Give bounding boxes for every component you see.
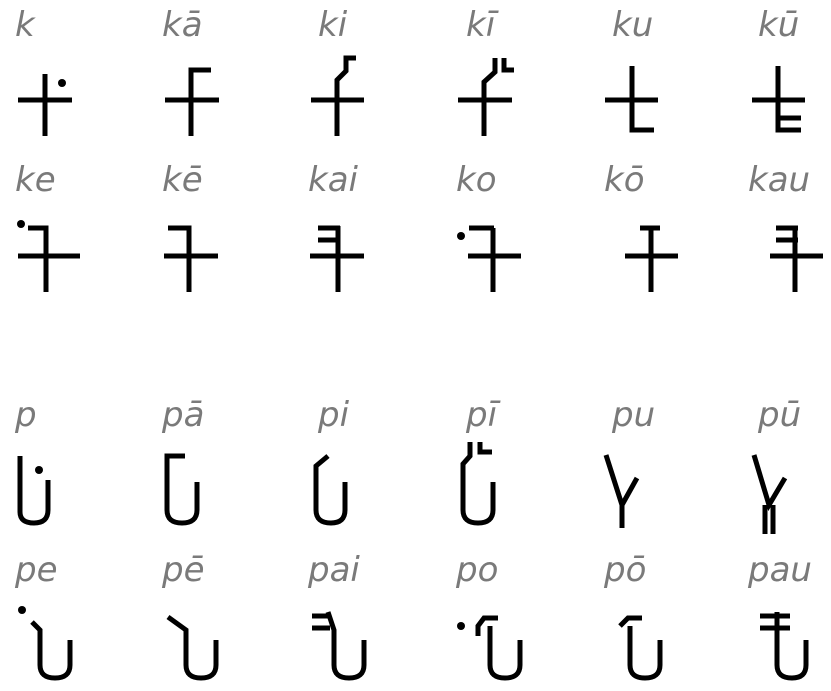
glyph-pa-long <box>167 456 197 523</box>
label-ke-long: kē <box>162 160 203 200</box>
label-pi: pi <box>318 395 350 435</box>
glyph-ku-long <box>752 66 805 130</box>
glyph-kai <box>310 226 364 292</box>
label-pu: pu <box>612 395 656 435</box>
label-pi-long: pī <box>466 395 498 435</box>
label-kau: kau <box>748 160 811 200</box>
label-po: po <box>456 550 499 590</box>
label-pe: pe <box>15 550 58 590</box>
glyph-kau <box>770 226 823 292</box>
label-k: k <box>15 5 35 45</box>
label-ku-long: kū <box>758 5 800 45</box>
glyph-pu-long <box>754 455 785 534</box>
label-ka-long: kā <box>162 5 203 45</box>
glyph-p <box>20 456 48 523</box>
glyph-po-long <box>620 618 660 678</box>
label-pa-long: pā <box>162 395 205 435</box>
glyph-pi-long <box>463 442 493 523</box>
label-pe-long: pē <box>162 550 205 590</box>
glyph-ko <box>457 228 521 292</box>
label-po-long: pō <box>604 550 647 590</box>
label-pau: pau <box>748 550 812 590</box>
glyph-ki-long <box>458 58 514 136</box>
glyph-ki <box>311 58 364 136</box>
glyph-pi <box>316 456 345 523</box>
glyph-pe-long <box>168 617 216 678</box>
glyph-ko-long <box>625 226 678 292</box>
glyph-k <box>18 74 72 136</box>
label-ki: ki <box>318 5 348 45</box>
glyph-po <box>457 618 520 678</box>
glyph-pe <box>18 606 70 678</box>
label-ko: ko <box>456 160 497 200</box>
label-pu-long: pū <box>758 395 802 435</box>
label-ko-long: kō <box>604 160 645 200</box>
label-kai: kai <box>308 160 358 200</box>
label-pai: pai <box>308 550 360 590</box>
glyph-pu <box>606 455 637 528</box>
glyph-ke-long <box>164 228 218 292</box>
label-ke: ke <box>15 160 56 200</box>
label-p: p <box>15 395 37 435</box>
glyph-pai <box>312 612 364 678</box>
glyph-ke <box>17 220 80 292</box>
glyph-pau <box>760 612 806 678</box>
glyph-ka-long <box>165 70 219 136</box>
glyph-ku <box>605 66 658 130</box>
label-ku: ku <box>612 5 654 45</box>
label-ki-long: kī <box>466 5 496 45</box>
